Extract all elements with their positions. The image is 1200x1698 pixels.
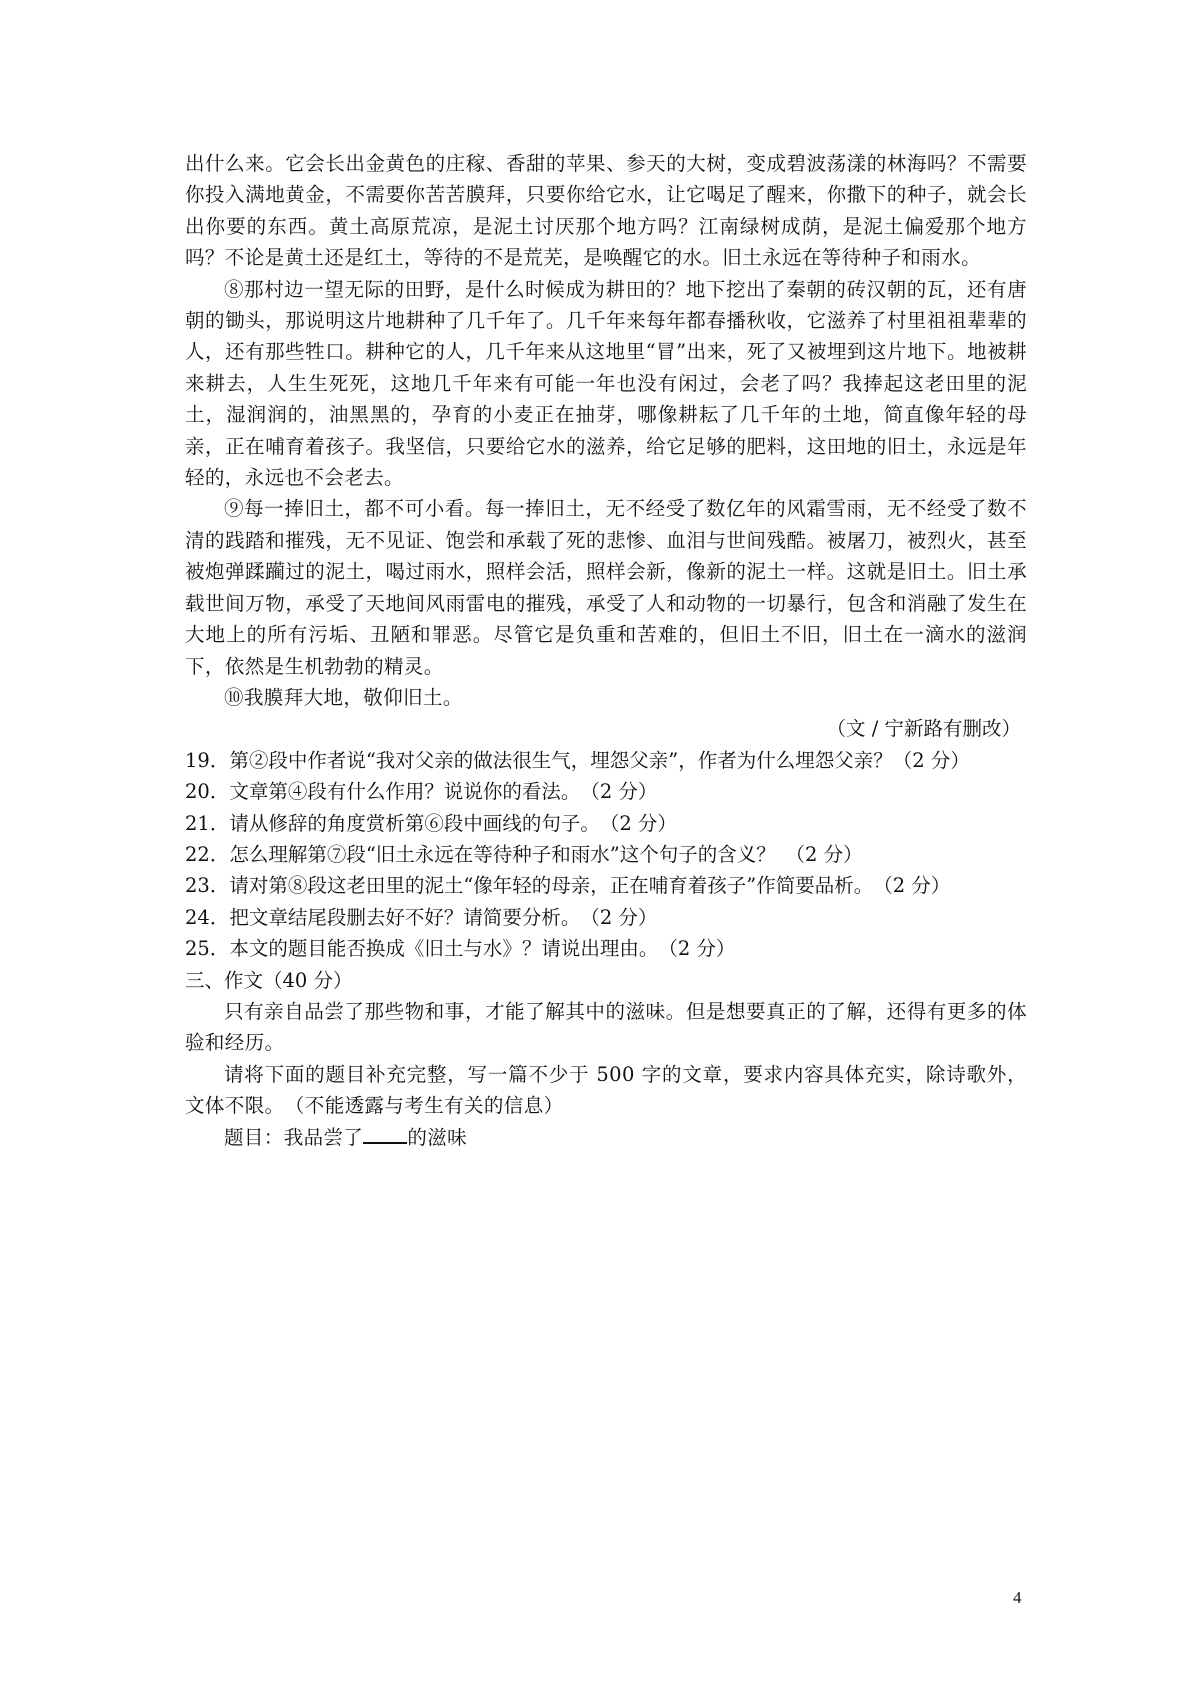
document-page [185, 148, 1027, 1153]
question-24: 24．把文章结尾段删去好不好？请简要分析。 （2 分） [185, 905, 658, 929]
paragraph-9: ⑨每一捧旧土，都不可小看。每一捧旧土，无不经受了数亿年的风霜雪雨，无不经受了数不清的践踏和摧残，无不见证、饱尝和承载了死的悲惨、血泪与世间残酷。被屠刀，被烈火，甚至被炮弹蹂躏过的泥土，喝过雨水，照样会活，照样会新，像新的泥土一样。这就是旧土。旧土承载世间万物，承受了天地间风雨雷电的摧残，承受了人和动物的一切暴行，包含和消融了发生在大地上的所有污垢、丑陋和罪恶。尽管它是负重和苦难的，但旧土不旧，旧土在一滴水的滋润下，依然是生机勃勃的精灵。 [185, 497, 1027, 678]
paragraph-8: ⑧那村边一望无际的田野，是什么时候成为耕田的？地下挖出了秦朝的砖汉朝的瓦，还有唐朝的锄头，那说明这片地耕种了几千年了。几千年来每年都春播秋收，它滋养了村里祖祖辈辈的人，还有那些牲口。耕种它的人，几千年来从这地里“冒”出来，死了又被埋到这片地下。地被耕来耕去，人生生死死，这地几千年来有可能一年也没有闲过，会老了吗？我捧起这老田里的泥土，湿润润的，油黑黑的，孕育的小麦正在抽芽，哪像耕耘了几千年的土地，简直像年轻的母亲，正在哺育着孩子。我坚信，只要给它水的滋养，给它足够的肥料，这田地的旧土，永远是年轻的，永远也不会老去。 [185, 277, 1027, 490]
question-20: 20．文章第④段有什么作用？说说你的看法。 （2 分） [185, 780, 658, 804]
question-21: 21．请从修辞的角度赏析第⑥段中画线的句子。 （2 分） [185, 811, 677, 835]
composition-heading: 三、作文（40 分） [185, 968, 353, 992]
question-22: 22．怎么理解第⑦段“旧土永远在等待种子和雨水”这个句子的含义？ （2 分） [185, 842, 863, 866]
question-list [185, 745, 1027, 965]
composition-requirement: 请将下面的题目补充完整，写一篇不少于 500 字的文章，要求内容具体充实，除诗歌外，文体不限。 （不能透露与考生有关的信息） [185, 1062, 1027, 1118]
topic-suffix: 的滋味 [407, 1125, 468, 1149]
topic-blank [363, 1124, 407, 1144]
composition-topic [185, 1122, 1027, 1153]
topic-prefix: 题目：我品尝了 [224, 1125, 364, 1149]
paragraph-7-continued: 出什么来。它会长出金黄色的庄稼、香甜的苹果、参天的大树，变成碧波荡漾的林海吗？不需要你投入满地黄金，不需要你苦苦膜拜，只要你给它水，让它喝足了醒来，你撒下的种子，就会长出你要的东西。黄土高原荒凉，是泥土讨厌那个地方吗？江南绿树成荫，是泥土偏爱那个地方吗？不论是黄土还是红土，等待的不是荒芜，是唤醒它的水。旧土永远在等待种子和雨水。 [185, 152, 1027, 270]
composition-intro: 只有亲自品尝了那些物和事，才能了解其中的滋味。但是想要真正的了解，还得有更多的体验和经历。 [185, 999, 1027, 1055]
question-25: 25．本文的题目能否换成《旧土与水》？请说出理由。 （2 分） [185, 937, 736, 961]
page-number: 4 [1013, 1588, 1022, 1607]
paragraph-10: ⑩我膜拜大地，敬仰旧土。 [224, 685, 463, 709]
question-19: 19．第②段中作者说“我对父亲的做法很生气，埋怨父亲”，作者为什么埋怨父亲？（2 分） [185, 748, 970, 772]
source-attribution: （文 / 宁新路有删改） [826, 717, 1021, 741]
question-23: 23．请对第⑧段这老田里的泥土“像年轻的母亲，正在哺育着孩子”作简要品析。 （2 分） [185, 874, 951, 898]
